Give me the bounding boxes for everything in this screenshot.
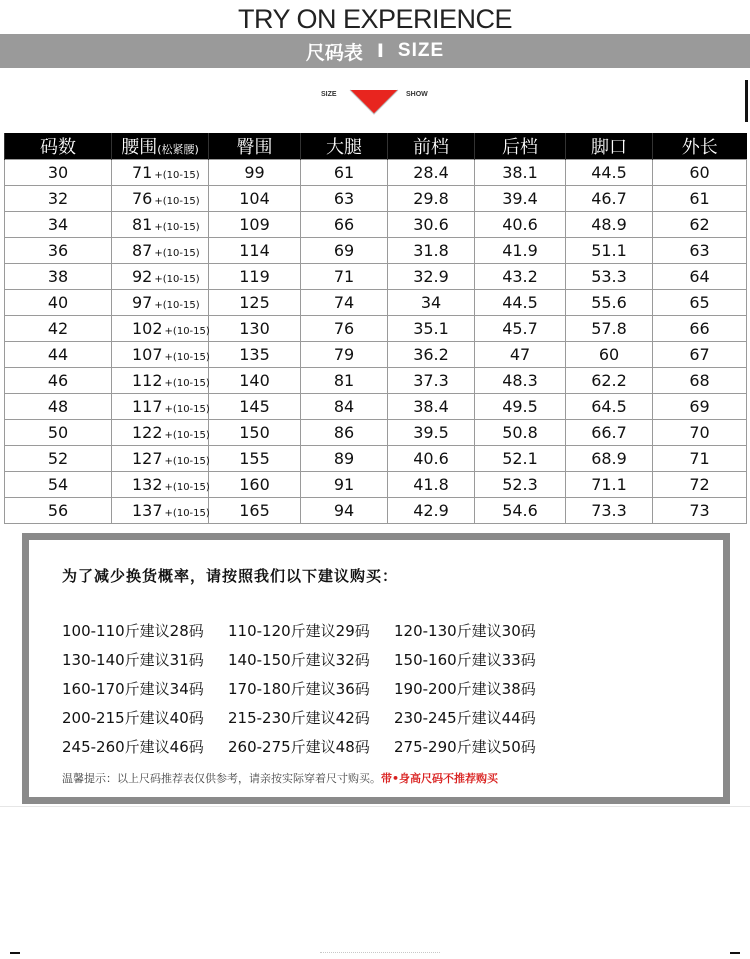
waist-cell	[112, 420, 209, 446]
col-header-thigh: 大腿	[301, 133, 388, 160]
table-cell: 53.3	[566, 264, 653, 290]
advice-row	[62, 620, 560, 649]
waist-value: 92	[132, 267, 153, 286]
table-row	[5, 498, 747, 524]
table-cell: 140	[209, 368, 301, 394]
waist-value: 107	[132, 345, 163, 364]
banner-en-label: SIZE	[397, 40, 445, 61]
table-cell: 125	[209, 290, 301, 316]
table-cell: 81	[301, 368, 388, 394]
advice-row	[62, 707, 560, 736]
table-row	[5, 446, 747, 472]
table-cell: 68.9	[566, 446, 653, 472]
waist-cell	[112, 290, 209, 316]
advice-item: 275-290斤建议50码	[394, 738, 536, 756]
table-cell: 86	[301, 420, 388, 446]
page-title: TRY ON EXPERIENCE	[237, 4, 513, 34]
table-cell: 56	[5, 498, 112, 524]
banner-cn-label: 尺码表	[305, 41, 363, 64]
table-cell: 29.8	[388, 186, 475, 212]
waist-tolerance: +(10-15)	[154, 196, 200, 207]
table-cell: 43.2	[475, 264, 566, 290]
table-cell: 32	[5, 186, 112, 212]
table-cell: 71	[653, 446, 747, 472]
size-table	[4, 133, 747, 524]
table-cell: 104	[209, 186, 301, 212]
waist-cell	[112, 238, 209, 264]
col-header-hip: 臀围	[209, 133, 301, 160]
waist-value: 137	[132, 501, 163, 520]
advice-item: 140-150斤建议32码	[228, 651, 370, 669]
table-cell: 73	[653, 498, 747, 524]
waist-cell	[112, 446, 209, 472]
table-cell: 91	[301, 472, 388, 498]
table-cell: 63	[301, 186, 388, 212]
waist-value: 102	[132, 319, 163, 338]
col-header-back-rise: 后档	[475, 133, 566, 160]
table-cell: 48.3	[475, 368, 566, 394]
table-cell: 71.1	[566, 472, 653, 498]
advice-item: 260-275斤建议48码	[228, 738, 370, 756]
table-cell: 45.7	[475, 316, 566, 342]
waist-tolerance: +(10-15)	[154, 222, 200, 233]
table-cell: 46.7	[566, 186, 653, 212]
size-show-emblem	[0, 86, 750, 118]
table-cell: 52.1	[475, 446, 566, 472]
table-cell: 48	[5, 394, 112, 420]
waist-value: 76	[132, 189, 153, 208]
table-cell: 76	[301, 316, 388, 342]
col-header-size: 码数	[5, 133, 112, 160]
table-cell: 66.7	[566, 420, 653, 446]
col-header-front-rise: 前档	[388, 133, 475, 160]
table-cell: 84	[301, 394, 388, 420]
table-cell: 36	[5, 238, 112, 264]
advice-item: 200-215斤建议40码	[62, 709, 204, 727]
table-cell: 69	[653, 394, 747, 420]
table-row	[5, 316, 747, 342]
table-cell: 39.4	[475, 186, 566, 212]
table-cell: 41.9	[475, 238, 566, 264]
waist-cell	[112, 368, 209, 394]
waist-value: 71	[132, 163, 153, 182]
advice-item: 170-180斤建议36码	[228, 680, 370, 698]
waist-tolerance: +(10-15)	[164, 352, 210, 363]
advice-note	[62, 770, 498, 786]
table-cell: 42.9	[388, 498, 475, 524]
table-cell: 44.5	[566, 160, 653, 186]
waist-cell	[112, 212, 209, 238]
waist-tolerance: +(10-15)	[164, 430, 210, 441]
table-cell: 74	[301, 290, 388, 316]
table-cell: 49.5	[475, 394, 566, 420]
table-cell: 145	[209, 394, 301, 420]
advice-item: 120-130斤建议30码	[394, 622, 536, 640]
table-cell: 44	[5, 342, 112, 368]
waist-tolerance: +(10-15)	[154, 170, 200, 181]
table-cell: 40	[5, 290, 112, 316]
table-cell: 135	[209, 342, 301, 368]
table-cell: 66	[653, 316, 747, 342]
waist-value: 81	[132, 215, 153, 234]
table-cell: 40.6	[388, 446, 475, 472]
table-cell: 52	[5, 446, 112, 472]
table-row	[5, 160, 747, 186]
table-row	[5, 238, 747, 264]
table-cell: 39.5	[388, 420, 475, 446]
table-cell: 61	[301, 160, 388, 186]
table-cell: 99	[209, 160, 301, 186]
table-cell: 64	[653, 264, 747, 290]
table-cell: 66	[301, 212, 388, 238]
waist-value: 117	[132, 397, 163, 416]
table-row	[5, 342, 747, 368]
advice-item: 150-160斤建议33码	[394, 651, 536, 669]
table-cell: 50.8	[475, 420, 566, 446]
table-cell: 34	[388, 290, 475, 316]
corner-mark-right	[730, 952, 740, 954]
table-cell: 31.8	[388, 238, 475, 264]
bottom-divider	[0, 806, 750, 807]
table-cell: 28.4	[388, 160, 475, 186]
advice-item: 100-110斤建议28码	[62, 622, 204, 640]
table-cell: 89	[301, 446, 388, 472]
table-cell: 36.2	[388, 342, 475, 368]
advice-item: 245-260斤建议46码	[62, 738, 204, 756]
dotted-line	[320, 952, 440, 954]
show-label: SHOW	[406, 91, 428, 98]
table-cell: 47	[475, 342, 566, 368]
table-cell: 150	[209, 420, 301, 446]
waist-cell	[112, 186, 209, 212]
waist-cell	[112, 160, 209, 186]
waist-tolerance: +(10-15)	[164, 326, 210, 337]
table-cell: 48.9	[566, 212, 653, 238]
table-cell: 37.3	[388, 368, 475, 394]
advice-row	[62, 649, 560, 678]
down-triangle-icon	[348, 86, 400, 116]
table-cell: 155	[209, 446, 301, 472]
waist-value: 132	[132, 475, 163, 494]
table-cell: 69	[301, 238, 388, 264]
size-chart-banner	[0, 34, 750, 68]
table-cell: 114	[209, 238, 301, 264]
waist-header-note: (松紧腰)	[157, 143, 199, 156]
table-cell: 54.6	[475, 498, 566, 524]
table-row	[5, 186, 747, 212]
table-row	[5, 472, 747, 498]
table-cell: 109	[209, 212, 301, 238]
table-cell: 52.3	[475, 472, 566, 498]
table-cell: 55.6	[566, 290, 653, 316]
advice-item: 190-200斤建议38码	[394, 680, 536, 698]
waist-cell	[112, 472, 209, 498]
table-cell: 54	[5, 472, 112, 498]
table-cell: 79	[301, 342, 388, 368]
table-cell: 70	[653, 420, 747, 446]
size-label: SIZE	[321, 91, 337, 98]
table-cell: 65	[653, 290, 747, 316]
waist-value: 87	[132, 241, 153, 260]
table-cell: 38.1	[475, 160, 566, 186]
table-cell: 38	[5, 264, 112, 290]
waist-cell	[112, 264, 209, 290]
table-cell: 46	[5, 368, 112, 394]
advice-item: 215-230斤建议42码	[228, 709, 370, 727]
waist-tolerance: +(10-15)	[164, 508, 210, 519]
table-cell: 160	[209, 472, 301, 498]
table-cell: 40.6	[475, 212, 566, 238]
waist-cell	[112, 316, 209, 342]
table-cell: 71	[301, 264, 388, 290]
waist-cell	[112, 394, 209, 420]
advice-title: 为了减少换货概率，请按照我们以下建议购买：	[62, 567, 399, 585]
purchase-advice-panel	[22, 533, 730, 804]
advice-row	[62, 678, 560, 707]
waist-tolerance: +(10-15)	[164, 456, 210, 467]
table-cell: 63	[653, 238, 747, 264]
table-cell: 44.5	[475, 290, 566, 316]
table-row	[5, 264, 747, 290]
table-cell: 30	[5, 160, 112, 186]
table-cell: 30.6	[388, 212, 475, 238]
advice-row	[62, 736, 560, 765]
table-row	[5, 420, 747, 446]
waist-tolerance: +(10-15)	[154, 274, 200, 285]
advice-note-warning: 带•身高尺码不推荐购买	[381, 772, 499, 785]
waist-value: 122	[132, 423, 163, 442]
table-cell: 68	[653, 368, 747, 394]
table-cell: 60	[566, 342, 653, 368]
waist-tolerance: +(10-15)	[164, 404, 210, 415]
table-cell: 35.1	[388, 316, 475, 342]
banner-separator: I	[376, 40, 384, 62]
table-cell: 62	[653, 212, 747, 238]
table-cell: 42	[5, 316, 112, 342]
waist-tolerance: +(10-15)	[164, 378, 210, 389]
waist-tolerance: +(10-15)	[154, 248, 200, 259]
table-cell: 41.8	[388, 472, 475, 498]
advice-item: 230-245斤建议44码	[394, 709, 536, 727]
advice-grid	[62, 620, 560, 765]
table-cell: 57.8	[566, 316, 653, 342]
col-header-leg-opening: 脚口	[566, 133, 653, 160]
advice-item: 160-170斤建议34码	[62, 680, 204, 698]
waist-value: 127	[132, 449, 163, 468]
col-header-outseam: 外长	[653, 133, 747, 160]
table-cell: 73.3	[566, 498, 653, 524]
table-cell: 60	[653, 160, 747, 186]
waist-tolerance: +(10-15)	[164, 482, 210, 493]
waist-tolerance: +(10-15)	[154, 300, 200, 311]
waist-value: 97	[132, 293, 153, 312]
advice-item: 130-140斤建议31码	[62, 651, 204, 669]
waist-cell	[112, 498, 209, 524]
table-cell: 51.1	[566, 238, 653, 264]
advice-item: 110-120斤建议29码	[228, 622, 370, 640]
advice-inner	[29, 540, 723, 797]
table-cell: 34	[5, 212, 112, 238]
table-row	[5, 290, 747, 316]
table-row	[5, 212, 747, 238]
table-row	[5, 394, 747, 420]
table-cell: 165	[209, 498, 301, 524]
table-cell: 72	[653, 472, 747, 498]
table-cell: 119	[209, 264, 301, 290]
table-cell: 94	[301, 498, 388, 524]
table-cell: 130	[209, 316, 301, 342]
corner-mark-left	[10, 952, 20, 954]
table-cell: 61	[653, 186, 747, 212]
advice-note-text: 温馨提示：以上尺码推荐表仅供参考，请亲按实际穿着尺寸购买。	[62, 772, 381, 785]
table-row	[5, 368, 747, 394]
col-header-waist	[112, 133, 209, 160]
table-cell: 67	[653, 342, 747, 368]
table-cell: 38.4	[388, 394, 475, 420]
table-cell: 64.5	[566, 394, 653, 420]
table-cell: 32.9	[388, 264, 475, 290]
waist-header-label: 腰围	[121, 137, 158, 158]
waist-cell	[112, 342, 209, 368]
waist-value: 112	[132, 371, 163, 390]
table-cell: 62.2	[566, 368, 653, 394]
table-cell: 50	[5, 420, 112, 446]
table-header-row	[5, 133, 747, 160]
